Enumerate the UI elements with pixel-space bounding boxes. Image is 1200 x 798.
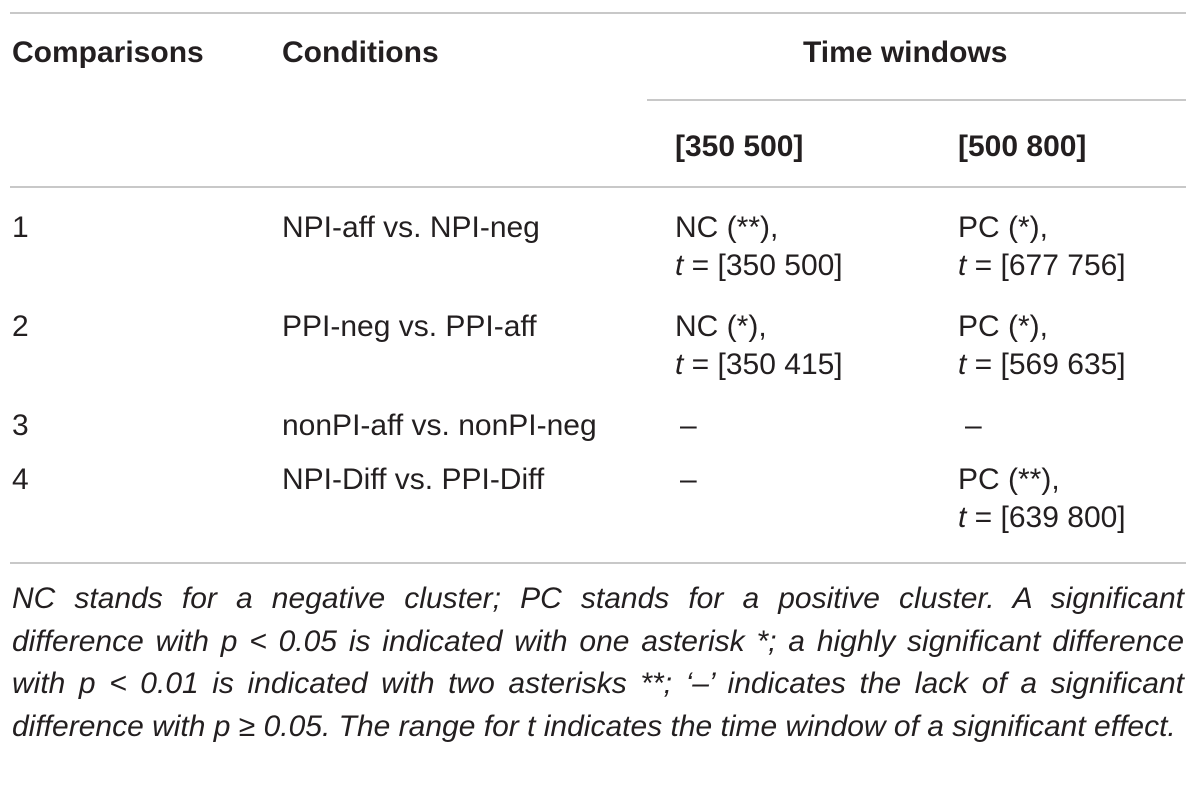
header-comparisons: Comparisons bbox=[12, 36, 204, 69]
row-3-window-2: – bbox=[965, 409, 982, 442]
row-2-condition: PPI-neg vs. PPI-aff bbox=[282, 310, 537, 343]
header-window-500-800: [500 800] bbox=[958, 130, 1087, 163]
row-4-condition: NPI-Diff vs. PPI-Diff bbox=[282, 463, 545, 496]
row-4-window-2 bbox=[958, 461, 1126, 537]
row-2-comparison: 2 bbox=[12, 310, 29, 343]
header-window-350-500: [350 500] bbox=[675, 130, 804, 163]
row-2-window-1 bbox=[675, 308, 843, 384]
row-1-comparison: 1 bbox=[12, 211, 29, 244]
table-top-rule bbox=[10, 12, 1186, 14]
time-range: t = [350 500] bbox=[675, 249, 843, 282]
time-range: t = [350 415] bbox=[675, 348, 843, 381]
time-range: t = [639 800] bbox=[958, 501, 1126, 534]
cluster-label: NC (*), bbox=[675, 310, 767, 343]
row-3-condition: nonPI-aff vs. nonPI-neg bbox=[282, 409, 597, 442]
header-conditions: Conditions bbox=[282, 36, 439, 69]
row-1-window-1 bbox=[675, 209, 843, 285]
time-windows-rule bbox=[647, 99, 1186, 101]
time-range: t = [677 756] bbox=[958, 249, 1126, 282]
row-1-window-2 bbox=[958, 209, 1126, 285]
row-1-condition: NPI-aff vs. NPI-neg bbox=[282, 211, 540, 244]
time-range: t = [569 635] bbox=[958, 348, 1126, 381]
table-footnote: NC stands for a negative cluster; PC stands for a positive cluster. A significant difference with p < 0.05 is indicated with one asterisk *; a highly significant difference with p < 0.01 is indicated with two asterisks **; ‘–’ indicates the lack of a significant difference with p ≥ 0.05. The range for t indicates the time window of a significant effect. bbox=[12, 582, 1184, 743]
cluster-label: PC (**), bbox=[958, 463, 1060, 496]
table-bottom-rule bbox=[10, 562, 1186, 564]
cluster-label: NC (**), bbox=[675, 211, 779, 244]
row-4-comparison: 4 bbox=[12, 463, 29, 496]
cluster-label: PC (*), bbox=[958, 310, 1048, 343]
row-3-comparison: 3 bbox=[12, 409, 29, 442]
cluster-label: PC (*), bbox=[958, 211, 1048, 244]
row-4-window-1: – bbox=[680, 463, 697, 496]
header-rule bbox=[10, 186, 1186, 188]
header-time-windows: Time windows bbox=[803, 36, 1008, 69]
row-3-window-1: – bbox=[680, 409, 697, 442]
row-2-window-2 bbox=[958, 308, 1126, 384]
